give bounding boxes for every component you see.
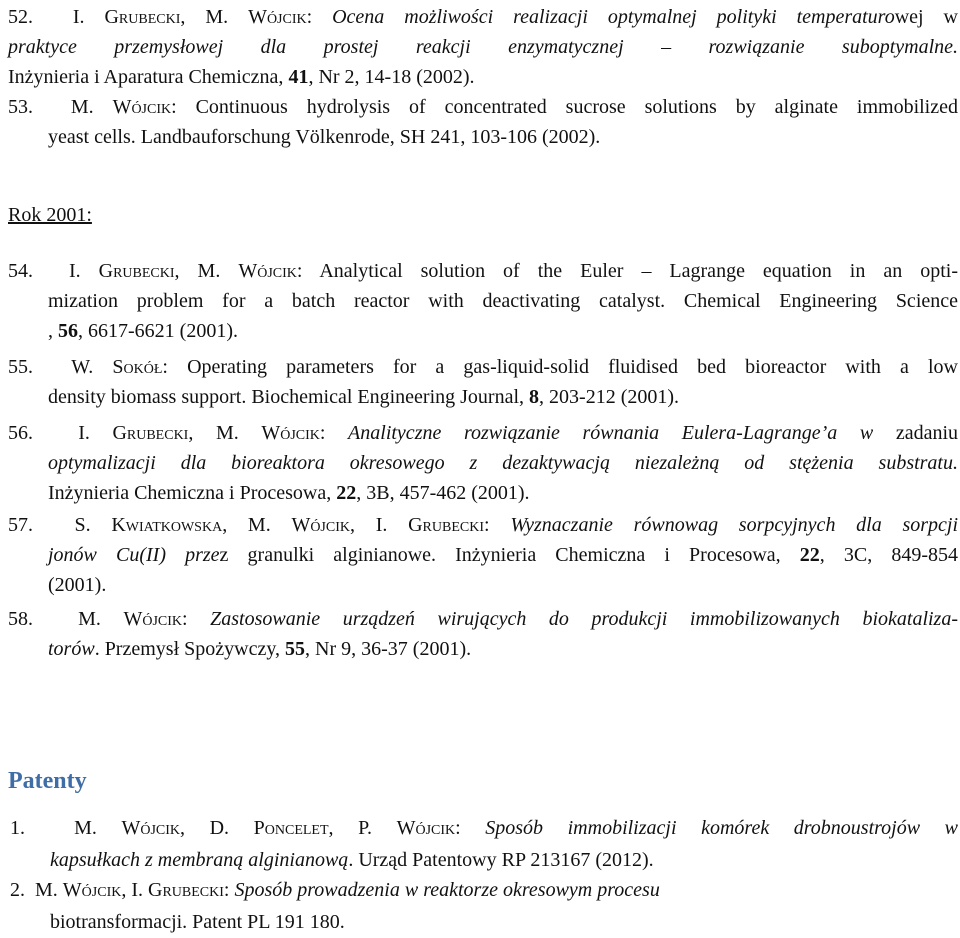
entry-53-line-1: 53. M. Wójcik: Continuous hydrolysis of concentrated sucrose solutions by alginate immobilized bbox=[8, 96, 958, 118]
patent-2-line-2: biotransformacji. Patent PL 191 180. bbox=[50, 911, 345, 933]
entry-55-line-2: density biomass support. Biochemical Engineering Journal, 8, 203-212 (2001). bbox=[48, 386, 680, 408]
entry-52-line-1: 52. I. Grubecki, M. Wójcik: Ocena możliwości realizacji optymalnej polityki temperaturowej w bbox=[8, 6, 958, 28]
year-heading: Rok 2001: bbox=[8, 204, 92, 226]
entry-56-line-2: optymalizacji dla bioreaktora okresowego z dezaktywacją niezależną od stężenia substratu. bbox=[48, 452, 958, 474]
entry-55-line-1: 55. W. Sokół: Operating parameters for a gas-liquid-solid fluidised bed bioreactor with a low bbox=[8, 356, 958, 378]
entry-52-line-2: praktyce przemysłowej dla prostej reakcji enzymatycznej – rozwiązanie suboptymalne. bbox=[8, 36, 958, 58]
entry-54-line-3: , 56, 6617-6621 (2001). bbox=[48, 320, 238, 342]
patent-1-line-1: 1. M. Wójcik, D. Poncelet, P. Wójcik: Sposób immobilizacji komórek drobnoustrojów w bbox=[10, 817, 958, 839]
entry-58-line-2: torów. Przemysł Spożywczy, 55, Nr 9, 36-37 (2001). bbox=[48, 638, 472, 660]
patent-entry-2 bbox=[10, 874, 958, 938]
entry-56-line-1: 56. I. Grubecki, M. Wójcik: Analityczne rozwiązanie równania Eulera-Lagrange’a w zadaniu bbox=[8, 422, 958, 444]
entry-54-line-2: mization problem for a batch reactor with deactivating catalyst. Chemical Engineering Science bbox=[48, 290, 958, 312]
patents-heading: Patenty bbox=[8, 768, 87, 794]
entry-53-line-2: yeast cells. Landbauforschung Völkenrode, SH 241, 103-106 (2002). bbox=[48, 126, 601, 148]
entry-57-line-2: jonów Cu(II) przez granulki alginianowe. Inżynieria Chemiczna i Procesowa, 22, 3C, 849-854 bbox=[48, 544, 959, 566]
reference-entry-53 bbox=[8, 92, 958, 152]
reference-entry-54 bbox=[8, 256, 958, 346]
patent-2-line-1: 2. M. Wójcik, I. Grubecki: Sposób prowadzenia w reaktorze okresowym procesu bbox=[10, 879, 660, 901]
entry-52-line-3: Inżynieria i Aparatura Chemiczna, 41, Nr 2, 14-18 (2002). bbox=[8, 66, 475, 88]
entry-57-line-3: (2001). bbox=[48, 574, 107, 596]
patent-entry-1 bbox=[10, 812, 958, 876]
reference-entry-57 bbox=[8, 510, 958, 600]
reference-entry-55 bbox=[8, 352, 958, 412]
reference-entry-56 bbox=[8, 418, 958, 508]
reference-entry-58 bbox=[8, 604, 958, 664]
entry-57-line-1: 57. S. Kwiatkowska, M. Wójcik, I. Grubecki: Wyznaczanie równowag sorpcyjnych dla sorpcji bbox=[8, 514, 959, 536]
entry-56-line-3: Inżynieria Chemiczna i Procesowa, 22, 3B, 457-462 (2001). bbox=[48, 482, 530, 504]
patent-1-line-2: kapsułkach z membraną alginianową. Urząd Patentowy RP 213167 (2012). bbox=[50, 849, 654, 871]
entry-58-line-1: 58. M. Wójcik: Zastosowanie urządzeń wirujących do produkcji immobilizowanych biokataliza- bbox=[8, 608, 959, 630]
reference-entry-52 bbox=[8, 2, 958, 92]
entry-54-line-1: 54. I. Grubecki, M. Wójcik: Analytical solution of the Euler – Lagrange equation in an opti- bbox=[8, 260, 958, 282]
